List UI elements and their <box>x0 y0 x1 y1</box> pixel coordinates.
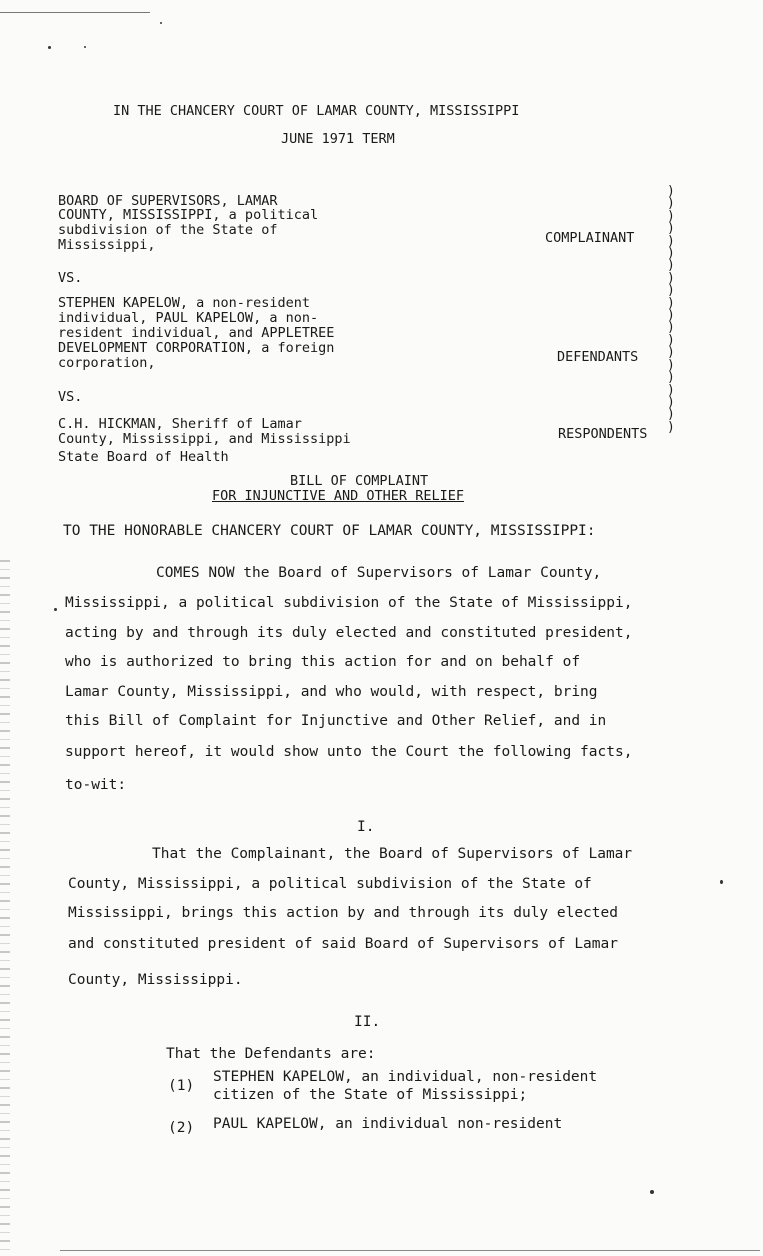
intro-line: COMES NOW the Board of Supervisors of Lamar County, <box>156 565 602 581</box>
defendant-item-number: (2) <box>168 1120 195 1136</box>
section-1-line: That the Complainant, the Board of Supervisors of Lamar <box>152 846 633 862</box>
complainant-line: subdivision of the State of <box>58 222 278 238</box>
defendant-line: resident individual, and APPLETREE <box>58 325 335 341</box>
court-term: JUNE 1971 TERM <box>281 131 395 147</box>
salutation: TO THE HONORABLE CHANCERY COURT OF LAMAR COUNTY, MISSISSIPPI: <box>63 523 596 539</box>
intro-line: acting by and through its duly elected and constituted president, <box>65 625 633 641</box>
speck <box>650 1190 654 1194</box>
speck <box>720 880 723 884</box>
defendant-item-text: citizen of the State of Mississippi; <box>213 1087 528 1103</box>
speck <box>54 608 57 611</box>
respondent-line: C.H. HICKMAN, Sheriff of Lamar <box>58 416 302 432</box>
versus-label: VS. <box>58 389 83 405</box>
speck <box>84 46 86 48</box>
complainant-line: COUNTY, MISSISSIPPI, a political <box>58 207 319 223</box>
complainant-role: COMPLAINANT <box>545 230 635 246</box>
top-scan-line <box>0 12 150 13</box>
intro-line: support hereof, it would show unto the Court the following facts, <box>65 744 633 760</box>
speck <box>48 46 51 49</box>
defendant-line: corporation, <box>58 355 156 371</box>
section-1-numeral: I. <box>357 819 375 835</box>
section-1-line: and constituted president of said Board of Supervisors of Lamar <box>68 936 618 952</box>
section-1-line: County, Mississippi. <box>68 972 243 988</box>
defendant-role: DEFENDANTS <box>557 349 639 365</box>
defendant-item-text: STEPHEN KAPELOW, an individual, non-resident <box>213 1069 598 1085</box>
court-heading: IN THE CHANCERY COURT OF LAMAR COUNTY, MISSISSIPPI <box>113 103 520 119</box>
intro-line: this Bill of Complaint for Injunctive and Other Relief, and in <box>65 713 607 729</box>
respondent-line: State Board of Health <box>58 449 229 465</box>
bottom-scan-line <box>60 1250 760 1251</box>
intro-line: to-wit: <box>65 777 127 793</box>
left-edge-scan-marks <box>0 560 10 1250</box>
complainant-line: Mississippi, <box>58 237 156 253</box>
defendant-item-text: PAUL KAPELOW, an individual non-resident <box>213 1116 563 1132</box>
defendant-item-number: (1) <box>168 1078 195 1094</box>
intro-line: Mississippi, a political subdivision of the State of Mississippi, <box>65 595 633 611</box>
section-2-lead: That the Defendants are: <box>166 1046 376 1062</box>
document-title: BILL OF COMPLAINT <box>290 473 429 489</box>
versus-label: VS. <box>58 270 83 286</box>
defendant-line: individual, PAUL KAPELOW, a non- <box>58 310 319 326</box>
defendant-line: STEPHEN KAPELOW, a non-resident <box>58 295 310 311</box>
document-subtitle: FOR INJUNCTIVE AND OTHER RELIEF <box>212 488 464 504</box>
section-1-line: Mississippi, brings this action by and through its duly elected <box>68 905 618 921</box>
respondent-line: County, Mississippi, and Mississippi <box>58 431 351 447</box>
intro-line: Lamar County, Mississippi, and who would, with respect, bring <box>65 684 598 700</box>
section-2-numeral: II. <box>354 1014 381 1030</box>
intro-line: who is authorized to bring this action for and on behalf of <box>65 654 581 670</box>
section-1-line: County, Mississippi, a political subdivision of the State of <box>68 876 592 892</box>
complainant-line: BOARD OF SUPERVISORS, LAMAR <box>58 193 278 209</box>
respondent-role: RESPONDENTS <box>558 426 648 442</box>
defendant-line: DEVELOPMENT CORPORATION, a foreign <box>58 340 335 356</box>
speck <box>160 22 162 24</box>
caption-brace: ) ) ) ) ) ) ) ) ) ) ) ) ) ) ) ) ) ) ) ) <box>667 184 675 435</box>
